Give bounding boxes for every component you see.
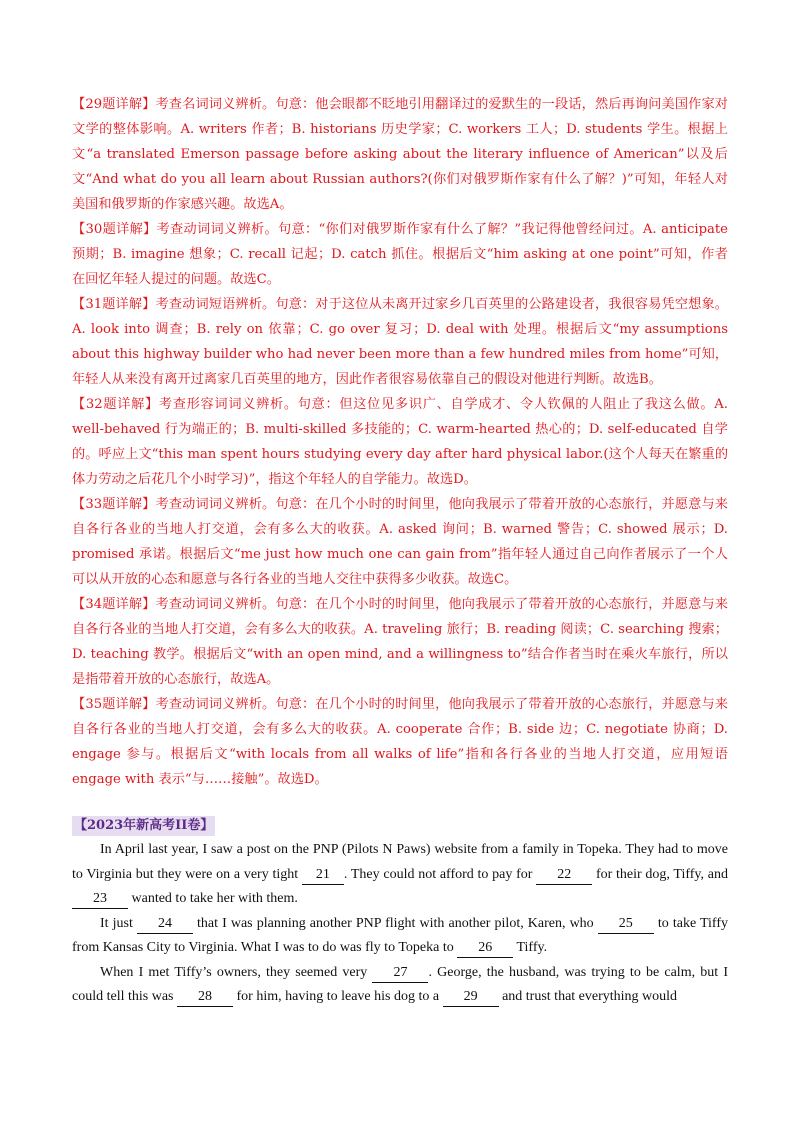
page bbox=[72, 92, 728, 1010]
section-title: 【2023年新高考II卷】 bbox=[72, 816, 215, 836]
passage-text: It just bbox=[100, 915, 137, 931]
explanation-31: 【31题详解】考查动词短语辨析。句意：对于这位从未离开过家乡几百英里的公路建设者，我很容易凭空想象。A. look into 调查；B. rely on 依靠；C. go over 复习；D. deal with 处理。根据后文“my assumptions about this highway builder who had never been more than a few hundred miles from home”可知，年轻人从来没有离开过离家几百英里的地方，因此作者很容易依靠自己的假设对他进行判断。故选B。 bbox=[72, 297, 728, 387]
explanation-32: 【32题详解】考查形容词词义辨析。句意：但这位见多识广、自学成才、令人钦佩的人阻止了我这么做。A. well-behaved 行为端正的；B. multi-skilled 多技能的；C. warm-hearted 热心的；D. self-educated 自学的。呼应上文“this man spent hours studying every day after hard physical labor.(这个人每天在繁重的体力劳动之后花几个小时学习)”，指这个年轻人的自学能力。故选D。 bbox=[72, 397, 728, 487]
passage-paragraph-3 bbox=[72, 961, 728, 1010]
blank-25: 25 bbox=[598, 915, 654, 934]
blank-22: 22 bbox=[536, 866, 592, 885]
passage-paragraph-1 bbox=[72, 838, 728, 912]
blank-29: 29 bbox=[443, 988, 499, 1007]
explanation-35: 【35题详解】考查动词词义辨析。句意：在几个小时的时间里，他向我展示了带着开放的心态旅行，并愿意与来自各行各业的当地人打交道，会有多么大的收获。A. cooperate 合作；B. side 边；C. negotiate 协商；D. engage 参与。根据后文“with locals from all walks of life”指和各行各业的当地人打交道，应用短语engage with 表示“与……接触”。故选D。 bbox=[72, 697, 728, 787]
blank-26: 26 bbox=[457, 939, 513, 958]
passage-text: . They could not afford to pay for bbox=[343, 866, 537, 882]
explanation-34: 【34题详解】考查动词词义辨析。句意：在几个小时的时间里，他向我展示了带着开放的心态旅行，并愿意与来自各行各业的当地人打交道，会有多么大的收获。A. traveling 旅行；B. reading 阅读；C. searching 搜索；D. teaching 教学。根据后文“with an open mind, and a willingness to”结合作者当时在乘火车旅行，所以是指带着开放的心态旅行，故选A。 bbox=[72, 597, 728, 687]
blank-28: 28 bbox=[177, 988, 233, 1007]
passage-text: and trust that everything would bbox=[498, 989, 678, 1004]
passage-text: When I met Tiffy’s owners, they seemed very bbox=[100, 964, 373, 980]
explanation-29: 【29题详解】考查名词词义辨析。句意：他会眼都不眨地引用翻译过的爱默生的一段话，然后再询问美国作家对文学的整体影响。A. writers 作者；B. historians 历史学家；C. workers 工人；D. students 学生。根据上文“a translated Emerson passage before asking about the literary influence of American”以及后文“And what do you all learn about Russian authors?(你们对俄罗斯作家有什么了解？)”可知，年轻人对美国和俄罗斯的作家感兴趣。故选A。 bbox=[72, 97, 728, 212]
explanation-33: 【33题详解】考查动词词义辨析。句意：在几个小时的时间里，他向我展示了带着开放的心态旅行，并愿意与来自各行各业的当地人打交道，会有多么大的收获。A. asked 询问；B. warned 警告；C. showed 展示；D. promised 承诺。根据后文“me just how much one can gain from”指年轻人通过自己向作者展示了一个人可以从开放的心态和愿意与各行各业的当地人交往中获得多少收获。故选C。 bbox=[72, 497, 728, 587]
explanation-30: 【30题详解】考查动词词义辨析。句意：“你们对俄罗斯作家有什么了解？”我记得他曾经问过。A. anticipate 预期；B. imagine 想象；C. recall 记起；D. catch 抓住。根据后文“him asking at one point”可知，作者在回忆年轻人提过的问题。故选C。 bbox=[72, 222, 728, 287]
passage-text: . George, the husband, was trying to be calm, but I could tell this was bbox=[72, 964, 728, 1004]
blank-27: 27 bbox=[372, 964, 428, 983]
cloze-passage bbox=[72, 838, 728, 1010]
passage-text: for him, having to leave his dog to a bbox=[233, 989, 443, 1004]
passage-text: to take Tiffy from Kansas City to Virginia. What I was to do was fly to Topeka to bbox=[72, 915, 729, 955]
blank-23: 23 bbox=[72, 890, 128, 909]
passage-text: that I was planning another PNP flight with another pilot, Karen, who bbox=[192, 915, 598, 931]
blank-21: 21 bbox=[302, 866, 344, 885]
passage-paragraph-2 bbox=[72, 912, 728, 961]
blank-24: 24 bbox=[137, 915, 193, 934]
passage-text: In April last year, I saw a post on the PNP (Pilots N Paws) website from a family in Topeka. They had to move to Virginia but they were on a very tight bbox=[72, 842, 728, 882]
passage-text: for their dog, Tiffy, and bbox=[592, 866, 728, 882]
passage-text: wanted to take her with them. bbox=[128, 891, 298, 906]
answer-explanations bbox=[72, 92, 728, 792]
passage-text: Tiffy. bbox=[513, 940, 548, 955]
